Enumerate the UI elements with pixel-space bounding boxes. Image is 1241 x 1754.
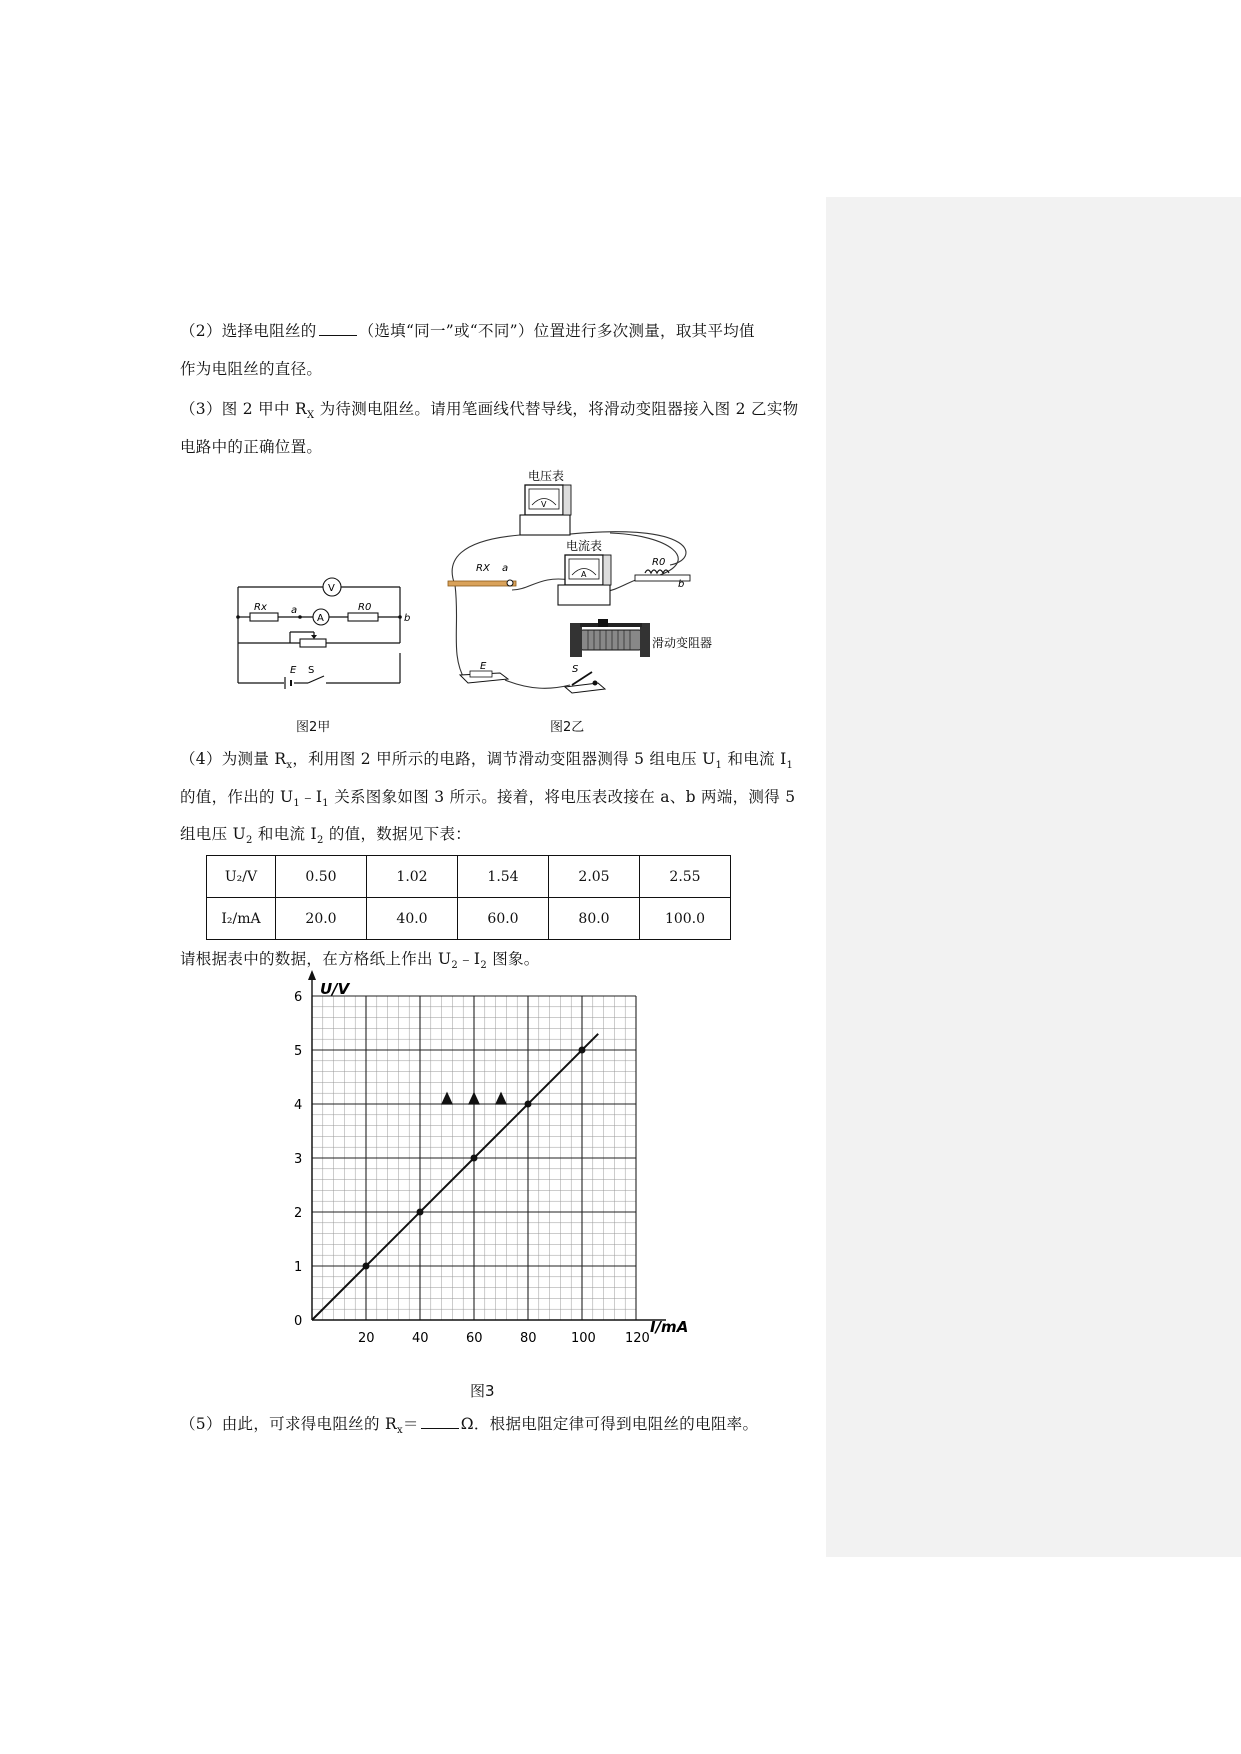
data-point	[579, 1047, 586, 1054]
q4-l1-c: 和电流 I	[722, 750, 787, 768]
q5-text-b: ＝	[402, 1415, 419, 1433]
table-cell: 20.0	[276, 898, 367, 940]
fig2a-rx-label: Rx	[254, 602, 267, 613]
q3-text-a: （3）图 2 甲中 R	[180, 400, 307, 418]
q4-l3-sub2: 2	[316, 835, 324, 847]
fig2b-a-label: a	[502, 563, 509, 574]
q4-after-c: 图象。	[486, 950, 540, 968]
table-cell: 80.0	[549, 898, 640, 940]
y-tick-label: 0	[294, 1314, 303, 1329]
q2-line1	[180, 312, 816, 350]
wire-rx-down	[455, 585, 465, 680]
fig2a-r0-label: R0	[358, 602, 372, 613]
q4-l1-sub2: 1	[715, 760, 723, 772]
table-cell: 2.05	[549, 856, 640, 898]
x-tick-label: 40	[412, 1331, 429, 1346]
wire-battery-switch	[505, 680, 570, 688]
fig2a-caption: 图2甲	[296, 720, 331, 735]
q5-sub: x	[396, 1425, 403, 1437]
voltmeter-device	[520, 485, 571, 535]
q4-l1-b: ，利用图 2 甲所示的电路，调节滑动变阻器测得 5 组电压 U	[292, 750, 716, 768]
q4-after-a: 请根据表中的数据，在方格纸上作出 U	[180, 950, 452, 968]
q2-line2: 作为电阻丝的直径。	[180, 360, 323, 378]
comment-pane	[826, 197, 1241, 1557]
q4-l3-b: 和电流 I	[252, 825, 317, 843]
q5-line	[180, 1405, 816, 1450]
series-line	[312, 1034, 598, 1320]
rheostat-device	[570, 619, 650, 657]
y-tick-label: 2	[294, 1206, 303, 1221]
q4-after-table	[180, 940, 816, 985]
triangle-marker	[495, 1092, 507, 1105]
table-header-u2: U₂/V	[207, 856, 276, 898]
wire-voltmeter-left	[452, 535, 520, 585]
y-tick-label: 1	[294, 1260, 303, 1275]
rx-wire-board	[448, 581, 516, 586]
table-cell: 1.54	[458, 856, 549, 898]
table-cell: 60.0	[458, 898, 549, 940]
y-tick-label: 5	[294, 1044, 303, 1059]
q4-l2-sub2: 1	[322, 798, 329, 810]
rx-terminal-a	[507, 580, 513, 586]
y-tick-label: 4	[294, 1098, 303, 1113]
fig2b-s-label: S	[572, 664, 579, 675]
y-tick-label: 3	[294, 1152, 303, 1167]
data-point	[417, 1209, 424, 1216]
q5-text-a: （5）由此，可求得电阻丝的 R	[180, 1415, 397, 1433]
q5-blank[interactable]	[421, 1414, 459, 1429]
fig2a-ammeter-letter: A	[317, 613, 324, 624]
node-a	[298, 615, 302, 619]
data-point	[525, 1101, 532, 1108]
data-table	[206, 855, 731, 940]
switch-device	[565, 672, 605, 693]
y-axis-label: U/V	[320, 980, 350, 998]
q4-l1-sub1: x	[286, 760, 293, 772]
table-cell: 1.02	[367, 856, 458, 898]
node-b	[398, 615, 402, 619]
q4-after-b: ﹣I	[458, 950, 481, 968]
wire-r0-loop	[610, 533, 678, 575]
r0-resistor	[348, 613, 378, 621]
q2-text-b: （选填“同一”或“不同”）位置进行多次测量，取其平均值	[358, 322, 755, 340]
x-axis-label: I/mA	[650, 1318, 689, 1336]
q4-l3-a: 组电压 U	[180, 825, 246, 843]
x-tick-label: 20	[358, 1331, 375, 1346]
fig2a-circuit-diagram	[228, 565, 411, 695]
q4-l1-sub3: 1	[786, 760, 794, 772]
table-row-i2	[207, 898, 731, 940]
chart-marks	[312, 1034, 598, 1320]
data-point	[363, 1263, 370, 1270]
q4-line3	[180, 815, 816, 860]
data-point	[471, 1155, 478, 1162]
fig2b-r0-label: R0	[652, 557, 666, 568]
ammeter-device	[558, 555, 611, 605]
fig2a-s-label: S	[308, 665, 315, 676]
q4-l3-c: 的值，数据见下表：	[323, 825, 472, 843]
q3-sub: X	[306, 410, 315, 422]
q4-l1-a: （4）为测量 R	[180, 750, 287, 768]
q2-blank[interactable]	[319, 321, 357, 336]
x-tick-label: 80	[520, 1331, 537, 1346]
table-header-i2: I₂/mA	[207, 898, 276, 940]
q4-after-sub1: 2	[451, 960, 459, 972]
table-cell: 2.55	[640, 856, 731, 898]
fig2b-voltmeter-label: 电压表	[528, 469, 565, 483]
fig2b-ammeter-label: 电流表	[566, 539, 603, 553]
x-tick-label: 60	[466, 1331, 483, 1346]
fig2b-physical-circuit	[440, 465, 810, 705]
table-cell: 40.0	[367, 898, 458, 940]
q3-text-b: 为待测电阻丝。请用笔画线代替导线，将滑动变阻器接入图 2 乙实物	[314, 400, 799, 418]
fig2b-v-letter: V	[541, 500, 547, 509]
q4-l2-c: 关系图象如图 3 所示。接着，将电压表改接在 a、b 两端，测得 5	[328, 788, 796, 806]
x-tick-label: 100	[571, 1331, 596, 1346]
fig2b-caption: 图2乙	[550, 720, 585, 735]
fig2b-e-label: E	[480, 661, 487, 672]
fig2b-a-letter: A	[581, 570, 587, 579]
q4-l2-a: 的值，作出的 U	[180, 788, 294, 806]
node-left	[236, 615, 240, 619]
battery-device	[460, 671, 508, 683]
fig2a-b-label: b	[404, 613, 411, 624]
fig2b-b-label: b	[678, 579, 685, 590]
fig2b-rheostat-label: 滑动变阻器	[652, 636, 713, 650]
tick-labels	[294, 990, 650, 1346]
table-row-u2	[207, 856, 731, 898]
rx-resistor	[250, 613, 278, 621]
rheostat-symbol	[300, 639, 326, 647]
triangle-marker	[468, 1092, 480, 1105]
q3-line2: 电路中的正确位置。	[180, 438, 323, 456]
q4-l2-b: ﹣I	[300, 788, 323, 806]
y-tick-label: 6	[294, 990, 303, 1005]
x-tick-label: 120	[625, 1331, 650, 1346]
rheostat-slider-arrow	[311, 635, 317, 639]
q4-after-sub2: 2	[480, 960, 487, 972]
fig2b-rx-label: RX	[476, 563, 490, 574]
q4-l2-sub1: 1	[293, 798, 301, 810]
fig2a-e-label: E	[290, 665, 297, 676]
fig3-chart	[270, 980, 700, 1360]
q5-text-c: Ω．根据电阻定律可得到电阻丝的电阻率。	[460, 1415, 759, 1433]
fig2a-voltmeter-letter: V	[328, 583, 335, 594]
fig2a-a-label: a	[291, 605, 298, 616]
q4-l3-sub1: 2	[246, 835, 253, 847]
q2-text-a: （2）选择电阻丝的	[180, 322, 317, 340]
table-cell: 100.0	[640, 898, 731, 940]
table-cell: 0.50	[276, 856, 367, 898]
fig3-caption: 图3	[470, 1382, 495, 1400]
triangle-marker	[441, 1092, 453, 1105]
